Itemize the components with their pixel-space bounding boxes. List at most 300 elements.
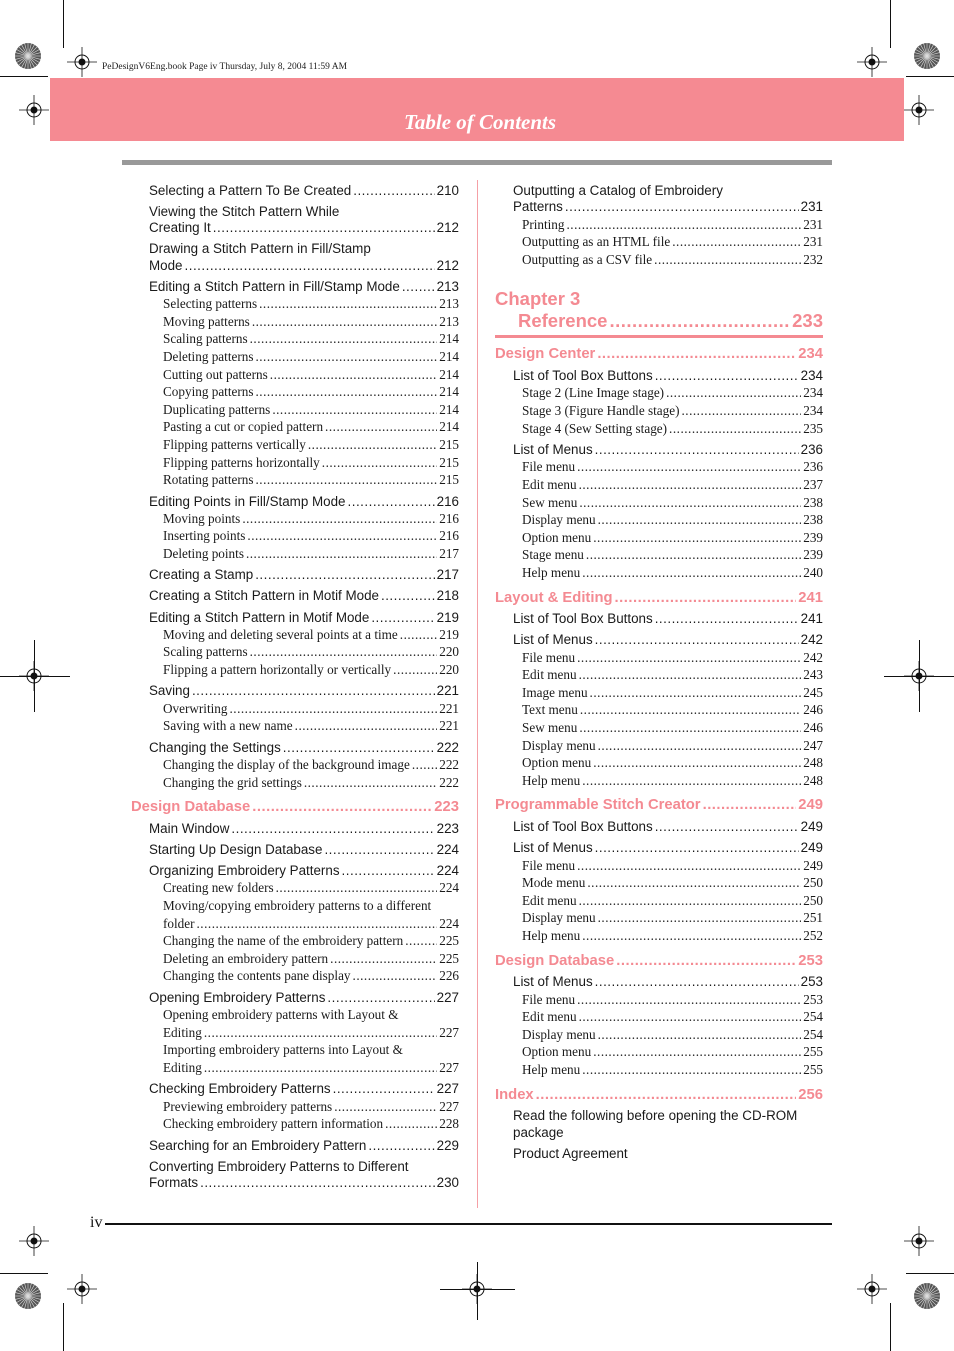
toc-entry[interactable] xyxy=(495,1108,823,1141)
book-info-line: PeDesignV6Eng.book Page iv Thursday, July 8, 2004 11:59 AM xyxy=(102,62,348,72)
toc-entry-text: Outputting as a CSV file xyxy=(522,251,653,267)
toc-subentry[interactable] xyxy=(131,527,459,545)
toc-entry[interactable] xyxy=(495,183,823,216)
leader-dots xyxy=(579,1008,802,1026)
toc-subentry[interactable] xyxy=(131,1006,459,1041)
toc-entry-row xyxy=(522,754,823,772)
toc-page-number: 239 xyxy=(803,547,823,563)
toc-subentry[interactable] xyxy=(495,701,823,719)
toc-subentry[interactable] xyxy=(495,494,823,512)
toc-page-number: 214 xyxy=(439,419,459,435)
toc-entry-text-line: Importing embroidery patterns into Layout & xyxy=(163,1042,403,1058)
toc-page-number: 227 xyxy=(436,989,459,1005)
toc-entry-text: Opening Embroidery Patterns xyxy=(149,989,326,1005)
chapter-label: Chapter 3 xyxy=(495,288,581,310)
toc-entry-text: Stage 2 (Line Image stage) xyxy=(522,385,665,401)
toc-page-number: 228 xyxy=(439,1116,459,1132)
toc-section[interactable] xyxy=(495,1086,823,1104)
toc-subentry[interactable] xyxy=(131,756,459,774)
toc-entry-text: Creating a Stitch Pattern in Motif Mode xyxy=(149,588,379,604)
toc-subentry[interactable] xyxy=(495,529,823,547)
toc-subentry[interactable] xyxy=(495,909,823,927)
toc-entry-text: Changing the name of the embroidery pattern xyxy=(163,933,404,949)
toc-entry-row xyxy=(495,345,823,363)
toc-entry[interactable] xyxy=(495,1146,823,1162)
toc-entry-row xyxy=(149,1138,459,1154)
toc-subentry[interactable] xyxy=(495,546,823,564)
toc-page-number: 254 xyxy=(803,1026,823,1042)
toc-entry-row xyxy=(522,666,823,684)
leader-dots xyxy=(595,442,799,458)
toc-page-number: 256 xyxy=(798,1086,823,1103)
toc-entry-row xyxy=(131,798,459,816)
leader-dots xyxy=(283,740,435,756)
toc-entry-row xyxy=(149,220,459,236)
toc-entry-text: Flipping patterns vertically xyxy=(163,436,306,452)
chapter-heading[interactable] xyxy=(495,288,823,338)
toc-entry[interactable] xyxy=(131,610,459,626)
leader-dots xyxy=(204,1059,437,1077)
toc-entry-text: Rotating patterns xyxy=(163,472,254,488)
toc-section[interactable] xyxy=(495,796,823,814)
leader-dots xyxy=(615,589,797,607)
leader-dots xyxy=(577,857,801,875)
toc-subentry[interactable] xyxy=(495,892,823,910)
column-divider xyxy=(477,180,478,1208)
toc-subentry[interactable] xyxy=(495,384,823,402)
toc-entry[interactable] xyxy=(131,279,459,295)
toc-entry-row xyxy=(522,216,823,234)
toc-page-number: 216 xyxy=(439,510,459,526)
toc-entry-text: Starting Up Design Database xyxy=(149,842,323,858)
toc-entry[interactable] xyxy=(131,494,459,510)
toc-entry-text: File menu xyxy=(522,991,576,1007)
toc-entry-text: Creating a Stamp xyxy=(149,567,254,583)
toc-subentry[interactable] xyxy=(131,348,459,366)
toc-section[interactable] xyxy=(495,952,823,970)
toc-subentry[interactable] xyxy=(495,1043,823,1061)
toc-subentry[interactable] xyxy=(495,927,823,945)
toc-section[interactable] xyxy=(495,589,823,607)
leader-dots xyxy=(353,183,434,199)
toc-entry-text: Creating It xyxy=(149,220,211,236)
leader-dots xyxy=(276,879,438,897)
toc-entry-text: File menu xyxy=(522,857,576,873)
toc-subentry[interactable] xyxy=(495,251,823,269)
leader-dots xyxy=(381,588,435,604)
toc-page-number: 225 xyxy=(439,950,459,966)
toc-subentry[interactable] xyxy=(495,857,823,875)
toc-entry-row xyxy=(522,909,823,927)
toc-entry-text: Stage 3 (Figure Handle stage) xyxy=(522,403,680,419)
leader-dots xyxy=(368,1138,434,1154)
toc-section[interactable] xyxy=(131,798,459,816)
toc-entry[interactable] xyxy=(495,442,823,458)
toc-entry-row xyxy=(513,974,823,990)
crosshair-mark-icon xyxy=(67,47,97,77)
toc-entry[interactable] xyxy=(131,683,459,699)
toc-page-number: 222 xyxy=(439,774,459,790)
toc-subentry[interactable] xyxy=(131,717,459,735)
leader-dots xyxy=(197,915,438,933)
toc-entry-row xyxy=(149,567,459,583)
toc-subentry[interactable] xyxy=(131,1115,459,1133)
toc-page-number: 224 xyxy=(436,863,459,879)
toc-entry-row xyxy=(149,821,459,837)
toc-entry-row xyxy=(163,366,459,384)
toc-subentry[interactable] xyxy=(495,458,823,476)
toc-page-number: 234 xyxy=(798,346,823,363)
leader-dots xyxy=(598,511,802,529)
crosshair-mark-icon xyxy=(19,1226,49,1256)
toc-section[interactable] xyxy=(495,345,823,363)
toc-page-number: 223 xyxy=(436,821,459,836)
toc-entry[interactable] xyxy=(495,974,823,990)
toc-entry-row xyxy=(495,952,823,970)
toc-subentry[interactable] xyxy=(131,700,459,718)
toc-page-number: 225 xyxy=(439,933,459,949)
crop-mark-line xyxy=(890,1303,891,1351)
toc-page-number: 227 xyxy=(439,1098,459,1114)
chapter-title-row xyxy=(495,310,823,332)
toc-entry-text: Editing xyxy=(163,1024,202,1040)
toc-entry-row xyxy=(522,402,823,420)
toc-entry-text: Selecting patterns xyxy=(163,296,258,312)
leader-dots xyxy=(579,494,801,512)
leader-dots xyxy=(405,932,437,950)
toc-entry-row xyxy=(163,643,459,661)
toc-entry-row xyxy=(513,1146,823,1162)
toc-entry-text: Design Database xyxy=(495,952,615,969)
leader-dots xyxy=(255,471,437,489)
toc-entry-row xyxy=(149,610,459,626)
leader-dots xyxy=(353,967,438,985)
toc-page-number: 234 xyxy=(800,368,823,384)
toc-subentry[interactable] xyxy=(131,1041,459,1076)
leader-dots xyxy=(333,1081,435,1097)
toc-entry-row xyxy=(522,649,823,667)
leader-dots xyxy=(669,420,801,438)
toc-subentry[interactable] xyxy=(131,330,459,348)
toc-entry-text: folder xyxy=(163,915,195,931)
toc-subentry[interactable] xyxy=(131,967,459,985)
toc-entry-text-line: Viewing the Stitch Pattern While xyxy=(149,204,340,220)
leader-dots xyxy=(342,863,435,879)
leader-dots xyxy=(204,1024,437,1042)
toc-subentry[interactable] xyxy=(131,366,459,384)
toc-entry-row xyxy=(163,879,459,897)
toc-page-number: 240 xyxy=(803,564,823,580)
toc-subentry[interactable] xyxy=(495,737,823,755)
toc-subentry[interactable] xyxy=(495,233,823,251)
crosshair-mark-icon xyxy=(67,1274,97,1304)
leader-dots xyxy=(655,368,799,384)
toc-entry-text: List of Menus xyxy=(513,840,593,856)
toc-page-number: 220 xyxy=(439,662,459,678)
leader-dots xyxy=(672,233,801,251)
toc-entry-text: List of Menus xyxy=(513,442,593,458)
toc-entry-row xyxy=(163,436,459,454)
color-target-icon xyxy=(14,1282,42,1310)
toc-right-top-group xyxy=(495,183,823,268)
toc-entry-text: Changing the contents pane display xyxy=(163,968,351,984)
toc-entry-row xyxy=(149,258,459,274)
toc-entry-text: Changing the Settings xyxy=(149,739,281,755)
toc-entry-row xyxy=(522,546,823,564)
toc-subentry[interactable] xyxy=(131,1098,459,1116)
toc-entry-text: Edit menu xyxy=(522,892,577,908)
toc-page-number: 254 xyxy=(803,1009,823,1025)
toc-entry-text: Text menu xyxy=(522,702,578,718)
toc-subentry[interactable] xyxy=(131,454,459,472)
toc-entry[interactable] xyxy=(131,241,459,274)
toc-subentry[interactable] xyxy=(131,661,459,679)
toc-page-number: 215 xyxy=(439,436,459,452)
toc-subentry[interactable] xyxy=(131,932,459,950)
toc-subentry[interactable] xyxy=(495,874,823,892)
toc-entry-text: File menu xyxy=(522,459,576,475)
toc-entry[interactable] xyxy=(131,567,459,583)
toc-subentry[interactable] xyxy=(495,216,823,234)
toc-page-number: 249 xyxy=(803,857,823,873)
toc-entry-row xyxy=(522,772,823,790)
toc-entry[interactable] xyxy=(131,821,459,837)
toc-entry-text: Moving patterns xyxy=(163,313,250,329)
toc-entry-text-line: Opening embroidery patterns with Layout & xyxy=(163,1007,399,1023)
toc-entry-text: Formats xyxy=(149,1174,199,1190)
toc-page-number: 238 xyxy=(803,512,823,528)
toc-subentry[interactable] xyxy=(131,313,459,331)
toc-entry[interactable] xyxy=(131,1159,459,1192)
toc-subentry[interactable] xyxy=(131,774,459,792)
crop-mark-line xyxy=(906,1273,954,1274)
toc-entry-row xyxy=(522,420,823,438)
toc-page-number: 226 xyxy=(439,968,459,984)
toc-entry-text: Checking embroidery pattern information xyxy=(163,1116,384,1132)
leader-dots xyxy=(295,717,438,735)
toc-entry-text: Help menu xyxy=(522,772,581,788)
toc-entry-row xyxy=(163,295,459,313)
toc-page-number: 214 xyxy=(439,331,459,347)
leader-dots xyxy=(304,774,437,792)
crosshair-mark-icon xyxy=(857,1274,887,1304)
crosshair-mark-icon xyxy=(904,1226,934,1256)
toc-entry[interactable] xyxy=(131,588,459,604)
toc-page-number: 213 xyxy=(436,278,459,294)
toc-subentry[interactable] xyxy=(495,420,823,438)
toc-entry-text: Patterns xyxy=(513,199,563,215)
toc-entry-text: File menu xyxy=(522,649,576,665)
leader-dots xyxy=(597,345,796,363)
toc-page-number: 215 xyxy=(439,472,459,488)
toc-entry-text: Selecting a Pattern To Be Created xyxy=(149,183,352,198)
toc-subentry[interactable] xyxy=(495,991,823,1009)
leader-dots xyxy=(192,683,435,699)
leader-dots xyxy=(582,1061,801,1079)
leader-dots xyxy=(655,611,799,627)
toc-entry[interactable] xyxy=(131,183,459,199)
leader-dots xyxy=(595,840,799,856)
toc-page-number: 241 xyxy=(798,589,823,606)
toc-subentry[interactable] xyxy=(131,418,459,436)
toc-entry[interactable] xyxy=(131,1081,459,1097)
toc-entry[interactable] xyxy=(131,863,459,879)
toc-entry-text: Index xyxy=(495,1086,534,1103)
color-target-icon xyxy=(913,1282,941,1310)
toc-subentry[interactable] xyxy=(131,879,459,897)
toc-page-number: 219 xyxy=(436,609,459,625)
toc-subentry[interactable] xyxy=(131,626,459,644)
toc-page-number: 212 xyxy=(436,220,459,236)
toc-subentry[interactable] xyxy=(495,684,823,702)
toc-subentry[interactable] xyxy=(495,511,823,529)
toc-entry-text: Programmable Stitch Creator xyxy=(495,797,701,814)
toc-page-number: 234 xyxy=(803,403,823,419)
toc-subentry[interactable] xyxy=(131,401,459,419)
toc-entry-text: Layout & Editing xyxy=(495,589,613,606)
leader-dots xyxy=(213,220,435,236)
toc-entry-row xyxy=(522,1043,823,1061)
toc-entry-row xyxy=(149,990,459,1006)
leader-dots xyxy=(393,661,437,679)
toc-entry-row xyxy=(149,842,459,858)
toc-entry[interactable] xyxy=(495,632,823,648)
toc-subentry[interactable] xyxy=(131,510,459,528)
toc-page-number: 250 xyxy=(803,875,823,891)
toc-page-number: 234 xyxy=(803,385,823,401)
toc-entry-text: Mode xyxy=(149,257,183,273)
toc-subentry[interactable] xyxy=(131,897,459,932)
toc-subentry[interactable] xyxy=(131,295,459,313)
toc-subentry[interactable] xyxy=(495,1008,823,1026)
toc-entry-row xyxy=(149,588,459,604)
toc-entry[interactable] xyxy=(131,842,459,858)
toc-entry-row xyxy=(163,313,459,331)
toc-page-number: 251 xyxy=(803,910,823,926)
toc-subentry[interactable] xyxy=(495,719,823,737)
toc-subentry[interactable] xyxy=(131,383,459,401)
toc-entry-row xyxy=(522,1008,823,1026)
leader-dots xyxy=(595,974,799,990)
leader-dots xyxy=(325,418,437,436)
toc-entry-row xyxy=(513,199,823,215)
toc-entry-text: Outputting as an HTML file xyxy=(522,234,671,250)
toc-entry-text: Option menu xyxy=(522,755,592,771)
toc-page-number: 253 xyxy=(798,952,823,969)
leader-dots xyxy=(655,819,799,835)
leader-dots xyxy=(579,476,802,494)
toc-entry-row xyxy=(163,1115,459,1133)
toc-entry-text: Sew menu xyxy=(522,494,578,510)
toc-page-number: 247 xyxy=(803,737,823,753)
toc-page-number: 252 xyxy=(803,928,823,943)
toc-subentry[interactable] xyxy=(131,950,459,968)
toc-page-number: 213 xyxy=(439,313,459,329)
toc-entry-row xyxy=(163,932,459,950)
toc-page-number: 227 xyxy=(439,1059,459,1075)
toc-subentry[interactable] xyxy=(495,402,823,420)
toc-subentry[interactable] xyxy=(495,476,823,494)
toc-entry[interactable] xyxy=(131,740,459,756)
crosshair-mark-icon xyxy=(857,47,887,77)
toc-entry-text: Inserting points xyxy=(163,528,246,544)
leader-dots xyxy=(255,348,437,366)
toc-entry-row xyxy=(163,774,459,792)
toc-subentry[interactable] xyxy=(495,666,823,684)
toc-entry-text: Editing a Stitch Pattern in Fill/Stamp Mode xyxy=(149,278,400,294)
toc-page-number: 242 xyxy=(800,632,823,648)
leader-dots xyxy=(582,564,801,582)
toc-page-number: 249 xyxy=(798,797,823,814)
leader-dots xyxy=(565,199,799,215)
toc-entry-text: Searching for an Embroidery Pattern xyxy=(149,1137,367,1153)
toc-entry[interactable] xyxy=(131,1138,459,1154)
toc-subentry[interactable] xyxy=(131,643,459,661)
toc-entry-row xyxy=(149,1081,459,1097)
toc-entry-row xyxy=(522,857,823,875)
toc-subentry[interactable] xyxy=(495,772,823,790)
toc-subentry[interactable] xyxy=(495,1061,823,1079)
toc-entry[interactable] xyxy=(131,990,459,1006)
toc-entry[interactable] xyxy=(495,819,823,835)
toc-page-number: 221 xyxy=(439,700,459,716)
leader-dots xyxy=(324,842,434,858)
toc-entry-row xyxy=(522,564,823,582)
toc-page-number: 246 xyxy=(803,702,823,718)
toc-entry-row xyxy=(163,915,459,933)
leader-dots xyxy=(654,251,801,269)
toc-subentry[interactable] xyxy=(131,471,459,489)
leader-dots xyxy=(250,330,438,348)
toc-subentry[interactable] xyxy=(495,1026,823,1044)
toc-entry-text: Display menu xyxy=(522,737,596,753)
toc-subentry[interactable] xyxy=(495,564,823,582)
toc-entry-text: Design Database xyxy=(131,799,251,816)
toc-page-number: 217 xyxy=(439,545,459,561)
toc-subentry[interactable] xyxy=(131,545,459,563)
toc-entry-row xyxy=(149,683,459,699)
crosshair-mark-icon xyxy=(904,95,934,125)
toc-entry-text: List of Tool Box Buttons xyxy=(513,611,653,627)
chapter-page: 233 xyxy=(792,310,823,332)
leader-dots xyxy=(252,798,432,816)
leader-dots xyxy=(536,1086,797,1104)
toc-entry-text: List of Menus xyxy=(513,632,593,648)
toc-subentry[interactable] xyxy=(495,649,823,667)
toc-page-number: 221 xyxy=(436,683,459,699)
toc-page-number: 255 xyxy=(803,1044,823,1060)
crop-mark-line xyxy=(884,676,954,677)
leader-dots xyxy=(231,821,434,837)
leader-dots xyxy=(593,529,801,547)
toc-entry-row xyxy=(163,348,459,366)
toc-page-number: 218 xyxy=(436,588,459,604)
toc-entry-row xyxy=(163,454,459,472)
toc-page-number: 227 xyxy=(436,1081,459,1097)
toc-entry[interactable] xyxy=(495,611,823,627)
toc-entry-row xyxy=(513,442,823,458)
toc-page-number: 253 xyxy=(803,991,823,1007)
toc-entry[interactable] xyxy=(131,204,459,237)
toc-entry-text: Read the following before opening the CD-ROM package xyxy=(513,1108,798,1140)
toc-subentry[interactable] xyxy=(495,754,823,772)
toc-entry[interactable] xyxy=(495,368,823,384)
toc-subentry[interactable] xyxy=(131,436,459,454)
page-number: iv xyxy=(90,1214,103,1231)
leader-dots xyxy=(348,494,435,510)
toc-entry[interactable] xyxy=(495,840,823,856)
toc-page-number: 245 xyxy=(803,684,823,700)
